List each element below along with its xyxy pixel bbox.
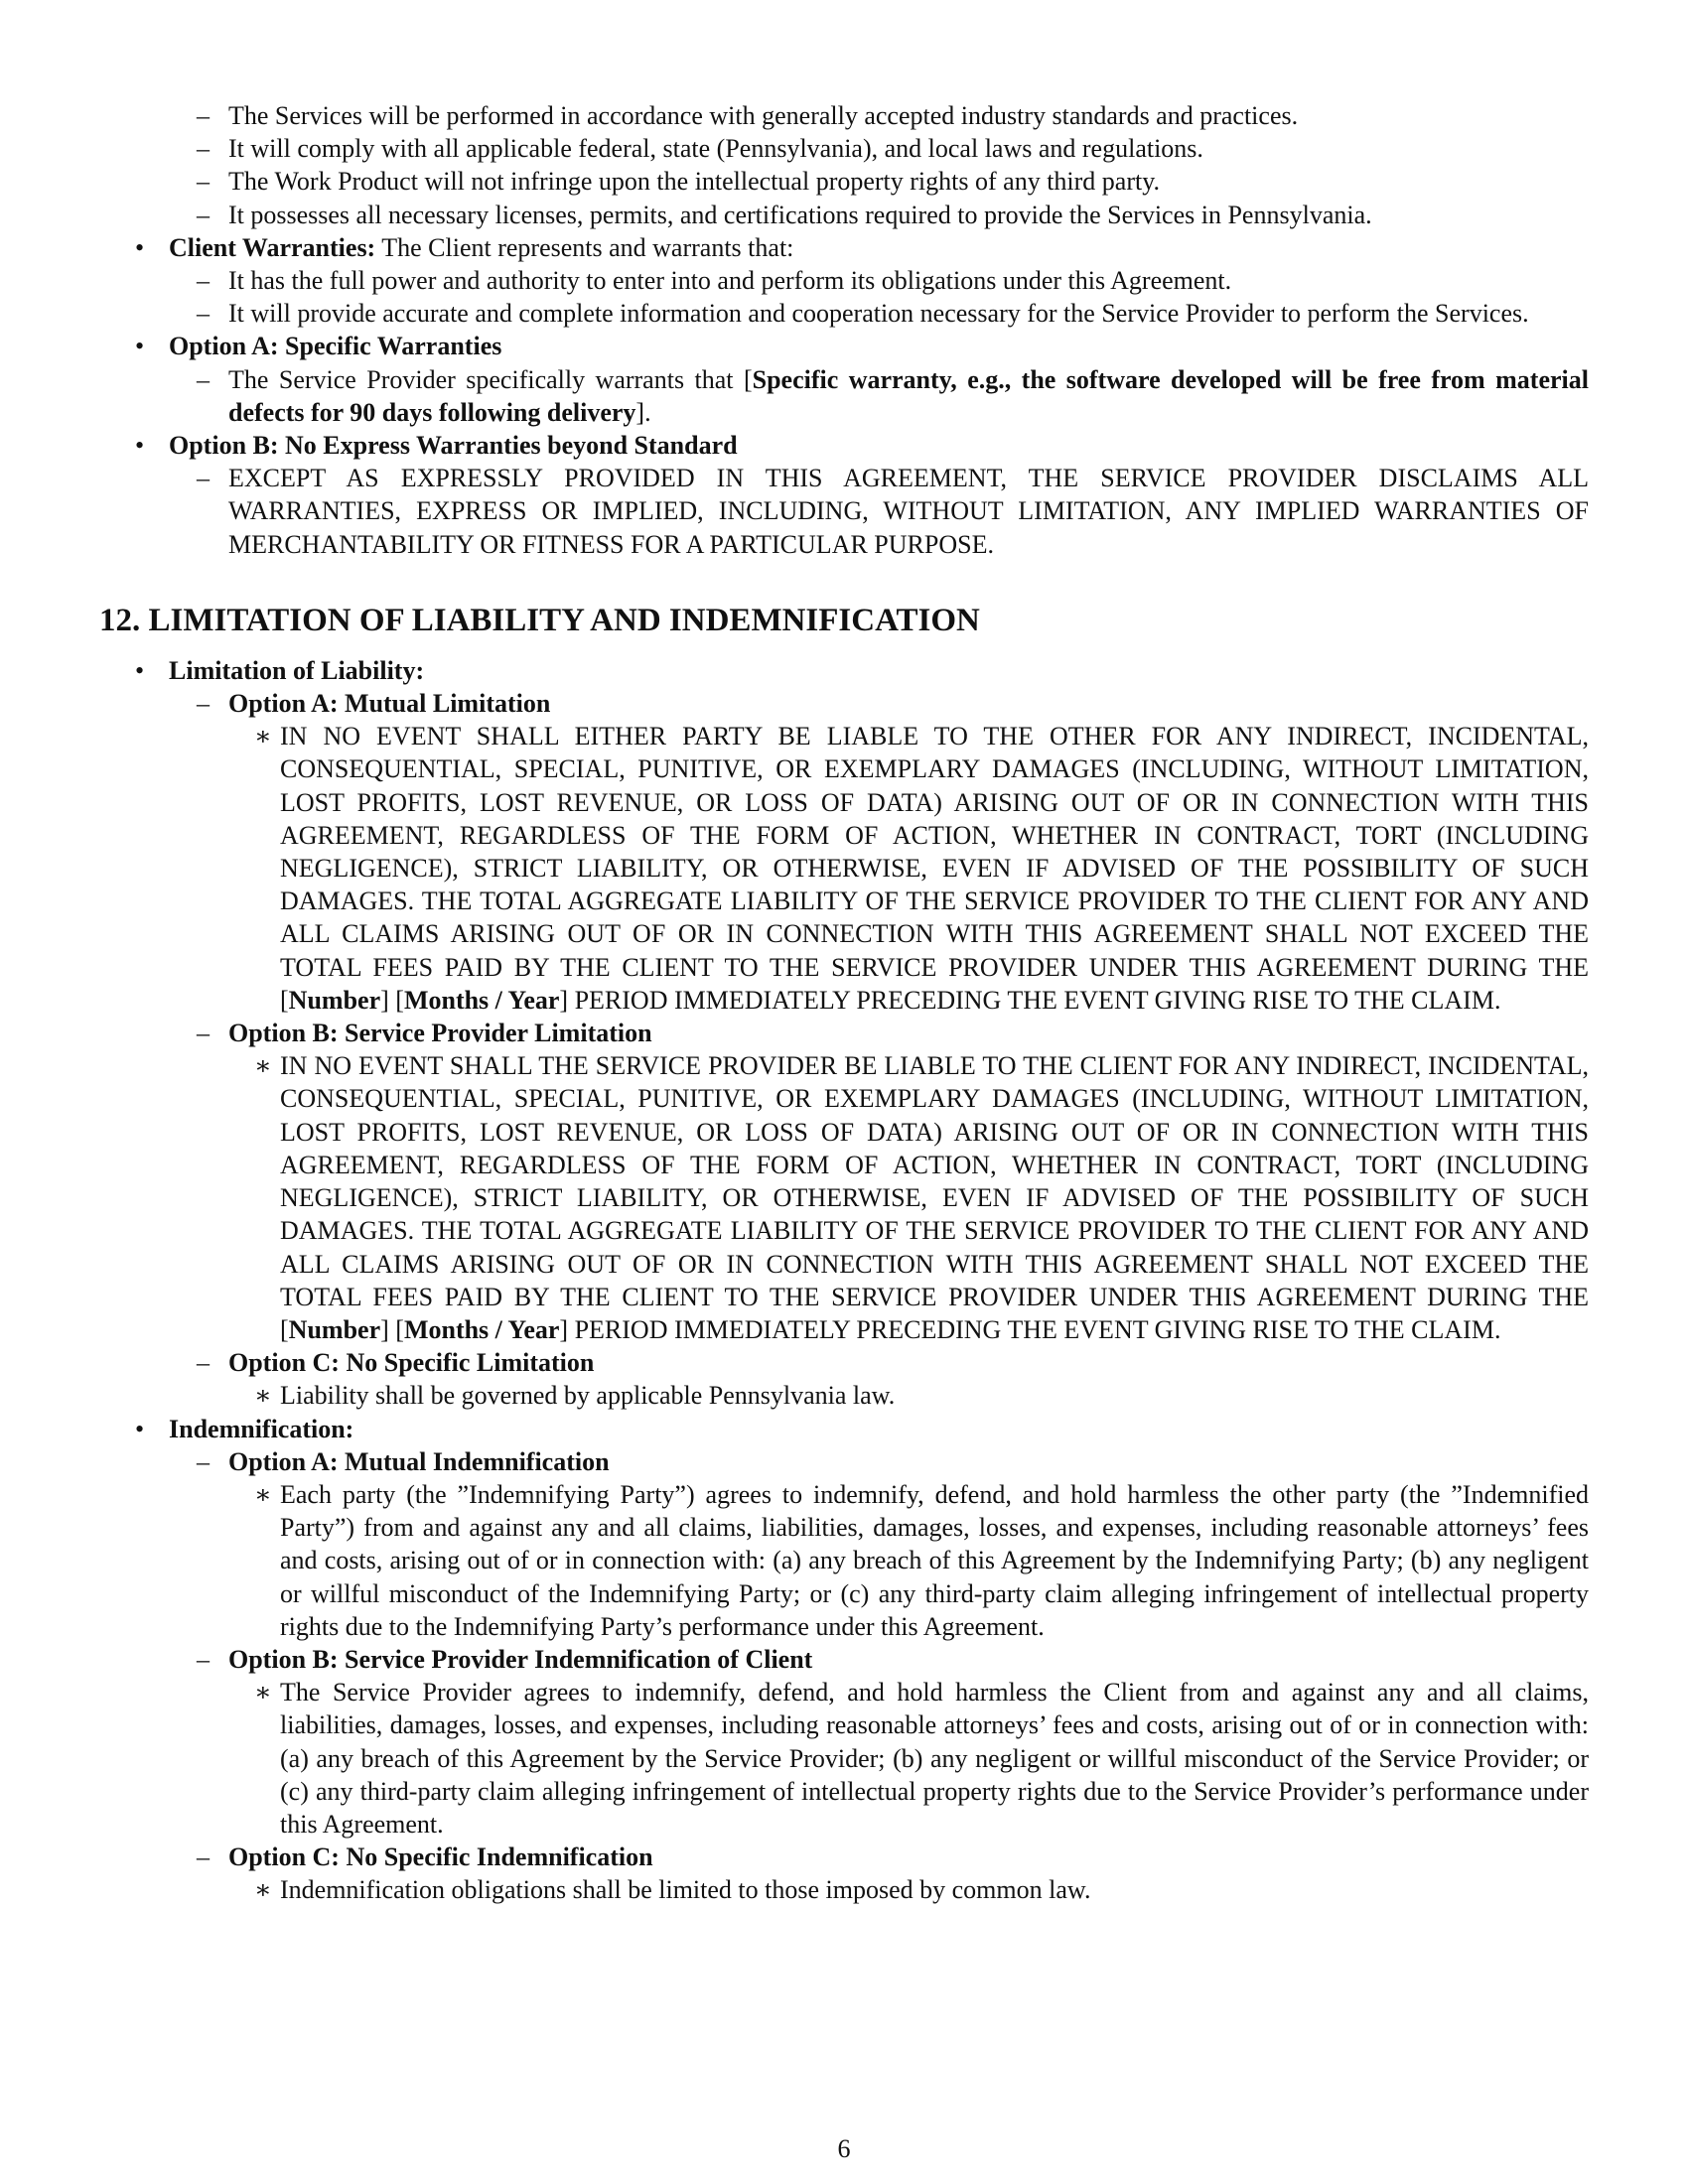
limitation-option-b-clause	[99, 1049, 1589, 1346]
bullet-marker: •	[135, 1414, 145, 1443]
client-warranty-item	[99, 264, 1589, 297]
dash-marker: –	[197, 364, 210, 394]
dash-marker: –	[197, 134, 210, 164]
indemnification-option-b-clause	[99, 1676, 1589, 1841]
placeholder-period: Months / Year	[403, 1314, 560, 1344]
clause-text: IN NO EVENT SHALL EITHER PARTY BE LIABLE TO THE OTHER FOR ANY INDIRECT, INCIDENTAL, CONSEQUENTIAL, SPECIAL, PUNITIVE, OR EXEMPLARY DAMAGES (INCLUDING, WITHOUT LIMITATION, LOST PROFITS, LOST REVENUE, OR LOSS OF DATA) ARISING OUT OF OR IN CONNECTION WITH THIS AGREEMENT, REGARDLESS OF THE FORM OF ACTION, WHETHER IN CONTRACT, TORT (INCLUDING NEGLIGENCE), STRICT LIABILITY, OR OTHERWISE, EVEN IF ADVISED OF THE POSSIBILITY OF SUCH DAMAGES. THE TOTAL AGGREGATE LIABILITY OF THE SERVICE PROVIDER TO THE CLIENT FOR ANY AND ALL CLAIMS ARISING OUT OF OR IN CONNECTION WITH THIS AGREEMENT SHALL NOT EXCEED THE TOTAL FEES PAID BY THE CLIENT TO THE SERVICE PROVIDER UNDER THIS AGREEMENT DURING THE [	[280, 722, 1589, 1015]
dash-marker: –	[197, 1644, 210, 1674]
option-label: Option C: No Specific Indemnification	[228, 1843, 653, 1872]
bullet-marker: •	[135, 655, 145, 685]
page-number: 6	[837, 2134, 851, 2163]
provider-warranty-item	[99, 199, 1589, 231]
option-label: Option A: Mutual Indemnification	[228, 1446, 610, 1476]
placeholder-period: Months / Year	[403, 985, 560, 1015]
limitation-option-a	[99, 687, 1589, 720]
provider-warranty-item	[99, 132, 1589, 165]
clause-text: ] [	[380, 985, 404, 1015]
limitation-option-c-clause	[99, 1379, 1589, 1412]
specific-warranty-text	[228, 363, 1589, 429]
clause-text: IN NO EVENT SHALL THE SERVICE PROVIDER BE LIABLE TO THE CLIENT FOR ANY INDIRECT, INCIDENTAL, CONSEQUENTIAL, SPECIAL, PUNITIVE, OR EXEMPLARY DAMAGES (INCLUDING, WITHOUT LIMITATION, LOST PROFITS, LOST REVENUE, OR LOSS OF DATA) ARISING OUT OF OR IN CONNECTION WITH THIS AGREEMENT, REGARDLESS OF THE FORM OF ACTION, WHETHER IN CONTRACT, TORT (INCLUDING NEGLIGENCE), STRICT LIABILITY, OR OTHERWISE, EVEN IF ADVISED OF THE POSSIBILITY OF SUCH DAMAGES. THE TOTAL AGGREGATE LIABILITY OF THE SERVICE PROVIDER TO THE CLIENT FOR ANY AND ALL CLAIMS ARISING OUT OF OR IN CONNECTION WITH THIS AGREEMENT SHALL NOT EXCEED THE TOTAL FEES PAID BY THE CLIENT TO THE SERVICE PROVIDER UNDER THIS AGREEMENT DURING THE [	[280, 1051, 1589, 1344]
indemnification-label: Indemnification:	[169, 1414, 354, 1443]
star-marker: ∗	[254, 1678, 272, 1707]
clause-text: ] [	[380, 1314, 404, 1344]
no-express-warranties-item	[99, 429, 1589, 462]
clause-text: ] PERIOD IMMEDIATELY PRECEDING THE EVENT GIVING RISE TO THE CLAIM.	[559, 985, 1501, 1015]
limitation-of-liability-item	[99, 654, 1589, 687]
client-warranty-text: It will provide accurate and complete information and cooperation necessary for the Service Provider to perform the Services.	[228, 299, 1529, 329]
option-label: Option B: Service Provider Indemnification of Client	[228, 1644, 813, 1674]
dash-marker: –	[197, 266, 210, 296]
dash-marker: –	[197, 1348, 210, 1378]
star-marker: ∗	[254, 1479, 272, 1509]
dash-marker: –	[197, 200, 210, 229]
placeholder-number: Number	[288, 985, 381, 1015]
specific-warranty-placeholder: Specific warranty, e.g., the software developed will be free from material defects for 90 days following delivery	[228, 364, 1589, 427]
clause-text: The Service Provider specifically warrants that [	[228, 364, 753, 394]
option-label: Option C: No Specific Limitation	[228, 1348, 595, 1378]
limitation-label: Limitation of Liability:	[169, 655, 425, 685]
star-marker: ∗	[254, 722, 272, 751]
indemnification-option-c	[99, 1841, 1589, 1873]
star-marker: ∗	[254, 1875, 272, 1905]
client-warranties-line	[169, 231, 1589, 264]
no-express-warranties-label: Option B: No Express Warranties beyond Standard	[169, 431, 738, 461]
provider-warranty-item	[99, 99, 1589, 132]
provider-warranty-text: It possesses all necessary licenses, permits, and certifications required to provide the Services in Pennsylvania.	[228, 200, 1372, 229]
provider-warranty-text: It will comply with all applicable federal, state (Pennsylvania), and local laws and regulations.	[228, 134, 1203, 164]
limitation-option-b	[99, 1017, 1589, 1049]
client-warranty-text: It has the full power and authority to enter into and perform its obligations under this Agreement.	[228, 266, 1232, 296]
client-warranties-item	[99, 231, 1589, 264]
provider-warranty-text: The Work Product will not infringe upon the intellectual property rights of any third party.	[228, 167, 1161, 197]
provider-warranty-item	[99, 165, 1589, 198]
clause-text: ].	[635, 397, 651, 427]
clause-text: The Service Provider agrees to indemnify, defend, and hold harmless the Client from and against any and all claims, liabilities, damages, losses, and expenses, including reasonable attorneys’ fees and costs, arising out of or in connection with: (a) any breach of this Agreement by the Service Provider; (b) any negligent or willful misconduct of the Service Provider; or (c) any third-party claim alleging infringement of intellectual property rights due to the Service Provider’s performance under this Agreement.	[280, 1678, 1589, 1839]
limitation-option-c	[99, 1346, 1589, 1379]
indemnification-option-b	[99, 1643, 1589, 1676]
specific-warranties-label: Option A: Specific Warranties	[169, 332, 502, 361]
bullet-marker: •	[135, 431, 145, 461]
clause-text: Indemnification obligations shall be limited to those imposed by common law.	[280, 1875, 1091, 1905]
section-heading: 12. LIMITATION OF LIABILITY AND INDEMNIFICATION	[99, 602, 980, 638]
warranty-disclaimer-clause	[99, 462, 1589, 561]
dash-marker: –	[197, 167, 210, 197]
provider-warranty-text: The Services will be performed in accordance with generally accepted industry standards and practices.	[228, 101, 1299, 130]
dash-marker: –	[197, 1019, 210, 1048]
clause-text: Each party (the ”Indemnifying Party”) agrees to indemnify, defend, and hold harmless the other party (the ”Indemnified Party”) from and against any and all claims, liabilities, damages, losses, and expenses, including reasonable attorneys’ fees and costs, arising out of or in connection with: (a) any breach of this Agreement by the Indemnifying Party; (b) any negligent or willful misconduct of the Indemnifying Party; or (c) any third-party claim alleging infringement of intellectual property rights due to the Indemnifying Party’s performance under this Agreement.	[280, 1479, 1589, 1641]
clause-text: Liability shall be governed by applicable Pennsylvania law.	[280, 1381, 896, 1411]
star-marker: ∗	[254, 1381, 272, 1411]
dash-marker: –	[197, 299, 210, 329]
client-warranty-item	[99, 297, 1589, 330]
client-warranties-intro: The Client represents and warrants that:	[375, 232, 794, 262]
placeholder-number: Number	[288, 1314, 381, 1344]
specific-warranty-clause	[99, 363, 1589, 429]
dash-marker: –	[197, 1843, 210, 1872]
dash-marker: –	[197, 1446, 210, 1476]
bullet-marker: •	[135, 332, 145, 361]
bullet-marker: •	[135, 232, 145, 262]
indemnification-option-a-clause	[99, 1478, 1589, 1643]
dash-marker: –	[197, 101, 210, 130]
indemnification-option-a	[99, 1445, 1589, 1478]
option-label: Option B: Service Provider Limitation	[228, 1019, 652, 1048]
dash-marker: –	[197, 464, 210, 493]
client-warranties-label: Client Warranties:	[169, 232, 376, 262]
dash-marker: –	[197, 689, 210, 719]
indemnification-item	[99, 1413, 1589, 1445]
specific-warranties-item	[99, 330, 1589, 362]
clause-text: ] PERIOD IMMEDIATELY PRECEDING THE EVENT GIVING RISE TO THE CLAIM.	[559, 1314, 1501, 1344]
warranty-disclaimer-text: EXCEPT AS EXPRESSLY PROVIDED IN THIS AGREEMENT, THE SERVICE PROVIDER DISCLAIMS ALL WARRANTIES, EXPRESS OR IMPLIED, INCLUDING, WITHOUT LIMITATION, ANY IMPLIED WARRANTIES OF MERCHANTABILITY OR FITNESS FOR A PARTICULAR PURPOSE.	[228, 464, 1589, 559]
star-marker: ∗	[254, 1051, 272, 1081]
option-label: Option A: Mutual Limitation	[228, 689, 551, 719]
limitation-option-a-clause	[99, 720, 1589, 1017]
indemnification-option-c-clause	[99, 1873, 1589, 1906]
page-content	[99, 99, 1589, 1907]
clause-text-block	[280, 720, 1589, 1017]
clause-text-block	[280, 1049, 1589, 1346]
